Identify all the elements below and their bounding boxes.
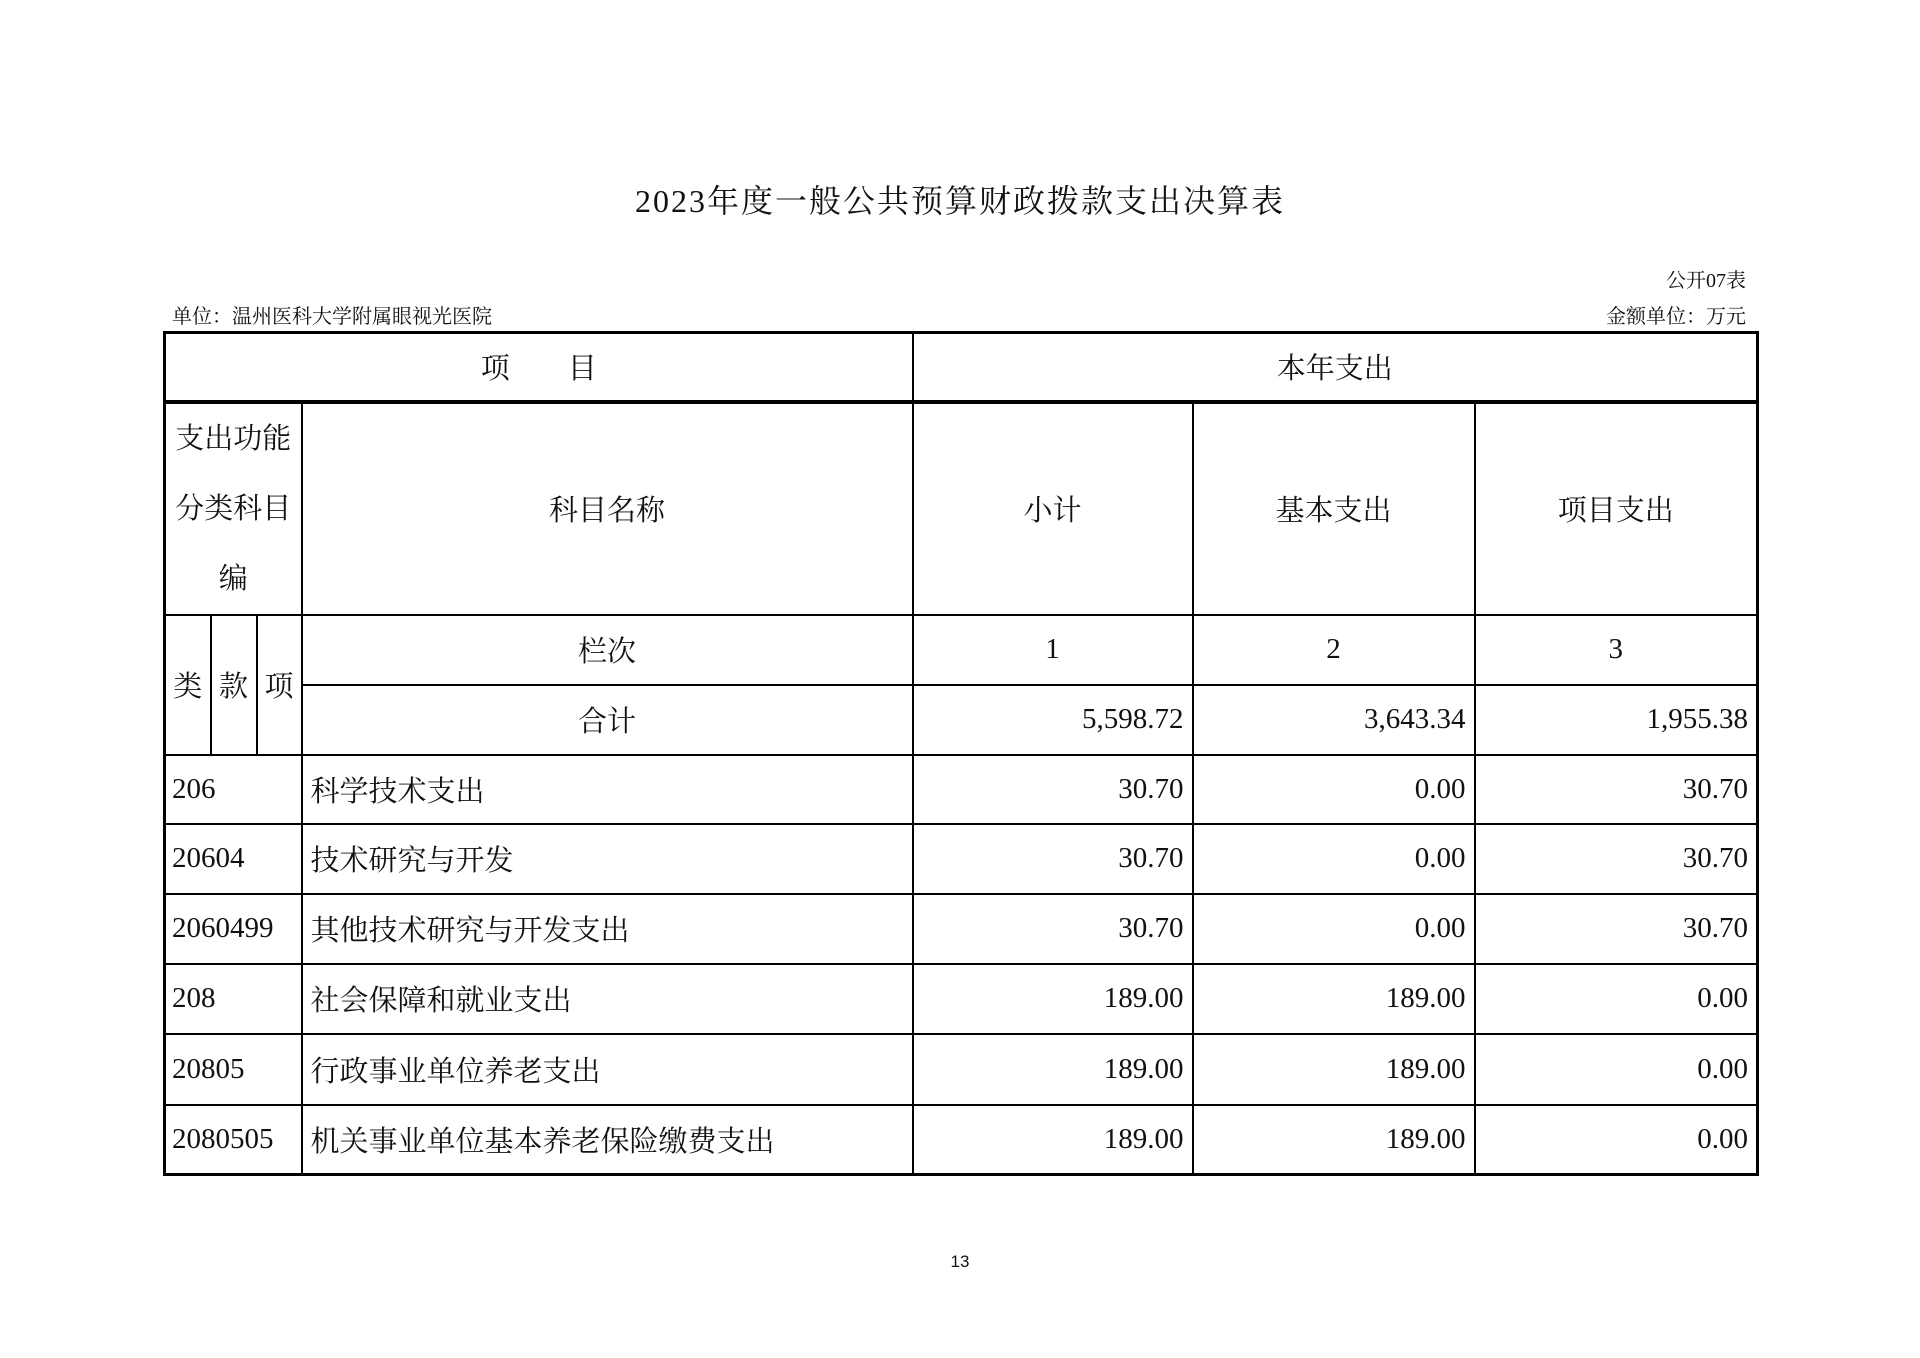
cell-subtotal: 189.00 bbox=[913, 1034, 1193, 1105]
cell-project: 30.70 bbox=[1475, 894, 1758, 964]
cell-code: 20604 bbox=[165, 824, 302, 894]
cell-project: 0.00 bbox=[1475, 964, 1758, 1034]
table-row bbox=[165, 824, 1758, 894]
cell-basic: 189.00 bbox=[1193, 1034, 1475, 1105]
cell-project: 30.70 bbox=[1475, 824, 1758, 894]
cell-code: 2060499 bbox=[165, 894, 302, 964]
total-subtotal: 5,598.72 bbox=[913, 685, 1193, 755]
total-project: 1,955.38 bbox=[1475, 685, 1758, 755]
header-this-year: 本年支出 bbox=[913, 333, 1758, 402]
cell-subtotal: 189.00 bbox=[913, 964, 1193, 1034]
table-row bbox=[165, 1034, 1758, 1105]
amount-unit: 金额单位：万元 bbox=[1606, 306, 1746, 328]
total-row bbox=[165, 685, 1758, 755]
cell-code: 20805 bbox=[165, 1034, 302, 1105]
cell-project: 30.70 bbox=[1475, 755, 1758, 824]
page-title: 2023年度一般公共预算财政拨款支出决算表 bbox=[634, 183, 1285, 219]
cell-name: 其他技术研究与开发支出 bbox=[302, 894, 913, 964]
total-basic: 3,643.34 bbox=[1193, 685, 1475, 755]
header-lei: 类 bbox=[165, 615, 211, 755]
cell-code: 208 bbox=[165, 964, 302, 1034]
header-row-1 bbox=[165, 333, 1758, 402]
page-number: 13 bbox=[950, 1252, 970, 1271]
cell-name: 技术研究与开发 bbox=[302, 824, 913, 894]
column-number-row bbox=[165, 615, 1758, 685]
total-label: 合计 bbox=[302, 685, 913, 755]
header-project: 项目支出 bbox=[1475, 402, 1758, 615]
header-row-2 bbox=[165, 402, 1758, 615]
cell-code: 206 bbox=[165, 755, 302, 824]
header-kuan: 款 bbox=[211, 615, 257, 755]
cell-name: 机关事业单位基本养老保险缴费支出 bbox=[302, 1105, 913, 1175]
cell-basic: 0.00 bbox=[1193, 894, 1475, 964]
cell-code: 2080505 bbox=[165, 1105, 302, 1175]
cell-subtotal: 30.70 bbox=[913, 824, 1193, 894]
table-row bbox=[165, 894, 1758, 964]
table-row bbox=[165, 755, 1758, 824]
column-no-3: 3 bbox=[1475, 615, 1758, 685]
column-no-2: 2 bbox=[1193, 615, 1475, 685]
column-no-label: 栏次 bbox=[302, 615, 913, 685]
cell-basic: 189.00 bbox=[1193, 964, 1475, 1034]
header-code: 支出功能分类科目编 bbox=[165, 402, 302, 615]
cell-basic: 189.00 bbox=[1193, 1105, 1475, 1175]
cell-subtotal: 30.70 bbox=[913, 894, 1193, 964]
header-item: 项 目 bbox=[165, 333, 913, 402]
cell-basic: 0.00 bbox=[1193, 755, 1475, 824]
header-basic: 基本支出 bbox=[1193, 402, 1475, 615]
cell-name: 社会保障和就业支出 bbox=[302, 964, 913, 1034]
cell-project: 0.00 bbox=[1475, 1034, 1758, 1105]
table-row bbox=[165, 964, 1758, 1034]
cell-subtotal: 30.70 bbox=[913, 755, 1193, 824]
cell-name: 科学技术支出 bbox=[302, 755, 913, 824]
table-row bbox=[165, 1105, 1758, 1175]
header-name: 科目名称 bbox=[302, 402, 913, 615]
reporting-unit: 单位：温州医科大学附属眼视光医院 bbox=[172, 306, 492, 328]
header-subtotal: 小计 bbox=[913, 402, 1193, 615]
cell-name: 行政事业单位养老支出 bbox=[302, 1034, 913, 1105]
header-xiang: 项 bbox=[257, 615, 302, 755]
cell-project: 0.00 bbox=[1475, 1105, 1758, 1175]
column-no-1: 1 bbox=[913, 615, 1193, 685]
form-number: 公开07表 bbox=[1666, 270, 1746, 292]
expenditure-table bbox=[163, 331, 1759, 1176]
cell-subtotal: 189.00 bbox=[913, 1105, 1193, 1175]
cell-basic: 0.00 bbox=[1193, 824, 1475, 894]
